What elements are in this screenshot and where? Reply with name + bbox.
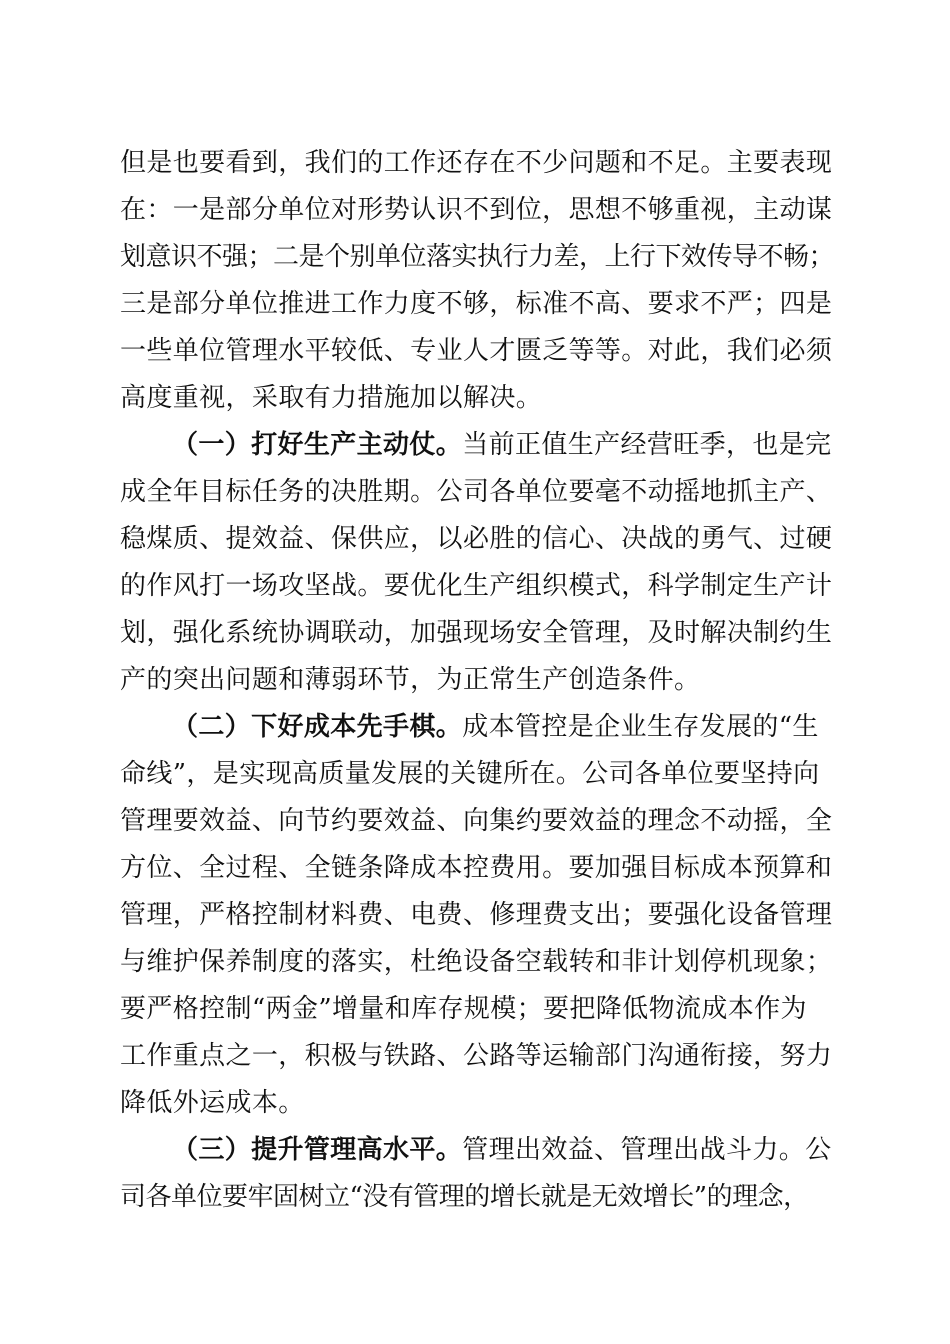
document-body <box>120 140 835 1221</box>
heading-line-rest: 成本管控是企业生存发展的“生 <box>462 712 819 742</box>
paragraph-cost <box>120 704 832 1127</box>
text-line <box>120 1127 832 1174</box>
text-line: 在：一是部分单位对形势认识不到位，思想不够重视，主动谋 <box>120 195 833 225</box>
text-line: 三是部分单位推进工作力度不够，标准不高、要求不严；四是 <box>120 289 833 319</box>
text-line: 命线”，是实现高质量发展的关键所在。公司各单位要坚持向 <box>120 759 820 789</box>
text-line: 降低外运成本。 <box>120 1088 305 1118</box>
text-line: 划，强化系统协调联动，加强现场安全管理，及时解决制约生 <box>120 618 833 648</box>
text-line: 管理要效益、向节约要效益、向集约要效益的理念不动摇，全 <box>120 806 833 836</box>
text-line: 高度重视，采取有力措施加以解决。 <box>120 383 543 413</box>
heading-line-rest: 当前正值生产经营旺季，也是完 <box>462 430 832 460</box>
text-line: 但是也要看到，我们的工作还存在不少问题和不足。主要表现 <box>120 148 833 178</box>
text-line: 管理，严格控制材料费、电费、修理费支出；要强化设备管理 <box>120 900 833 930</box>
text-line: 要严格控制“两金”增量和库存规模；要把降低物流成本作为 <box>120 994 807 1024</box>
paragraph-production <box>120 422 832 704</box>
text-line: 产的突出问题和薄弱环节，为正常生产创造条件。 <box>120 665 701 695</box>
text-line: 司各单位要牢固树立“没有管理的增长就是无效增长”的理念， <box>120 1182 809 1212</box>
text-line: 一些单位管理水平较低、专业人才匮乏等等。对此，我们必须 <box>120 336 833 366</box>
heading-line-rest: 管理出效益、管理出战斗力。公 <box>462 1135 832 1165</box>
text-line <box>120 422 832 469</box>
text-line: 方位、全过程、全链条降成本控费用。要加强目标成本预算和 <box>120 853 833 883</box>
paragraph-problems <box>120 140 835 422</box>
text-line: 与维护保养制度的落实，杜绝设备空载转和非计划停机现象； <box>120 947 833 977</box>
section-heading-management: （三）提升管理高水平。 <box>172 1135 463 1165</box>
text-line: 划意识不强；二是个别单位落实执行力差，上行下效传导不畅； <box>120 242 835 272</box>
text-line: 的作风打一场攻坚战。要优化生产组织模式，科学制定生产计 <box>120 571 833 601</box>
paragraph-management <box>120 1127 832 1221</box>
text-line: 稳煤质、提效益、保供应，以必胜的信心、决战的勇气、过硬 <box>120 524 833 554</box>
section-heading-cost: （二）下好成本先手棋。 <box>172 712 463 742</box>
section-heading-production: （一）打好生产主动仗。 <box>172 430 463 460</box>
text-line: 成全年目标任务的决胜期。公司各单位要毫不动摇地抓主产、 <box>120 477 833 507</box>
text-line: 工作重点之一，积极与铁路、公路等运输部门沟通衔接，努力 <box>120 1041 833 1071</box>
text-line <box>120 704 832 751</box>
